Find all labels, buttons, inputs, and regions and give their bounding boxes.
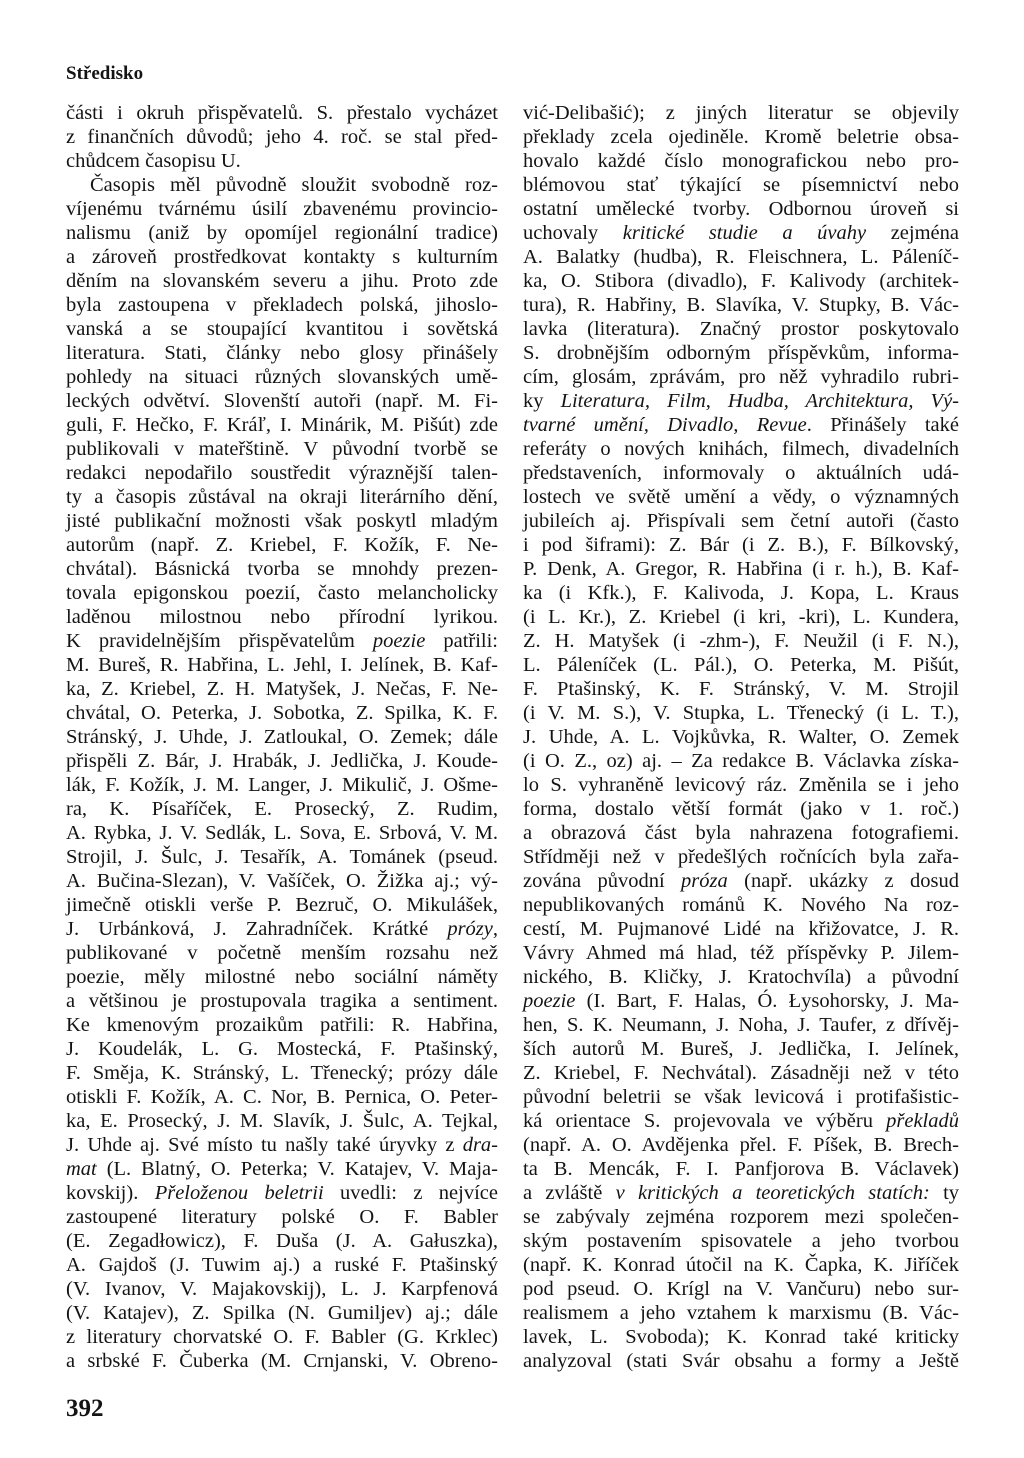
text-run: chůdcem časopisu U. <box>66 150 241 172</box>
text-line <box>523 557 959 581</box>
text-run: (V. Ivanov, V. Majakovskij), L. J. Karpfenová <box>66 1278 498 1300</box>
text-line <box>523 1253 959 1277</box>
text-line <box>523 461 959 485</box>
text-line <box>523 1229 959 1253</box>
text-line <box>523 581 959 605</box>
text-line <box>66 365 498 389</box>
text-line <box>523 605 959 629</box>
text-line <box>523 1325 959 1349</box>
text-run: pohledy na situaci různých slovanských umě- <box>66 366 498 388</box>
text-run: hen, S. K. Neumann, J. Noha, J. Taufer, z dřívěj- <box>523 1014 959 1036</box>
text-run: představeních, informovaly o aktuálních udá- <box>523 462 959 484</box>
text-run: chvátal, O. Peterka, J. Sobotka, Z. Spilka, K. F. <box>66 702 498 724</box>
text-line <box>66 845 498 869</box>
text-run: leckých odvětví. Slovenští autoři (např. M. Fi- <box>66 390 498 412</box>
text-line <box>66 701 498 725</box>
text-run: zastoupené literatury polské O. F. Babler <box>66 1206 498 1228</box>
text-line <box>66 629 498 653</box>
italic-term: v kritických a teoretických statích: <box>615 1182 930 1204</box>
text-line <box>66 461 498 485</box>
text-run: redakci nepodařilo soustředit výraznější talen- <box>66 462 498 484</box>
text-run: ra, K. Písaříček, E. Prosecký, Z. Rudim, <box>66 798 498 820</box>
text-run: A. Rybka, J. V. Sedlák, L. Sova, E. Srbová, V. M. <box>66 822 498 844</box>
text-line <box>66 797 498 821</box>
text-line <box>523 533 959 557</box>
text-run: M. Bureš, R. Habřina, L. Jehl, I. Jelínek, B. Kaf- <box>66 654 498 676</box>
text-line <box>66 1013 498 1037</box>
text-run: S. drobnějším odborným příspěvkům, informa- <box>523 342 959 364</box>
text-line <box>66 245 498 269</box>
text-run: děním na slovanském severu a jihu. Proto zde <box>66 270 498 292</box>
text-line <box>66 869 498 893</box>
text-run: ka (i Kfk.), F. Kalivoda, J. Kopa, L. Kraus <box>523 582 959 604</box>
text-line <box>66 1349 498 1373</box>
italic-term: próza <box>681 870 728 892</box>
text-run: Strojil, J. Šulc, J. Tesařík, A. Tománek (pseud. <box>66 846 498 868</box>
text-run: jubileích aj. Přispívali sem četní autoři (často <box>523 510 959 532</box>
text-run: analyzoval (stati Svár obsahu a formy a Ještě <box>523 1350 959 1372</box>
text-line <box>66 989 498 1013</box>
text-line <box>523 893 959 917</box>
text-line <box>523 341 959 365</box>
text-run: ších autorů M. Bureš, J. Jedlička, I. Jelínek, <box>523 1038 959 1060</box>
text-line <box>66 101 498 125</box>
text-run: literatura. Stati, články nebo glosy přinášely <box>66 342 498 364</box>
text-line <box>523 1133 959 1157</box>
text-column-left <box>66 101 498 1373</box>
text-line <box>523 1061 959 1085</box>
text-line <box>523 485 959 509</box>
text-run: K pravidelnějším přispěvatelům <box>66 630 373 652</box>
text-run: nepublikovaných románů K. Nového Na roz- <box>523 894 959 916</box>
text-line <box>66 221 498 245</box>
text-run: ká orientace S. projevovala ve výběru <box>523 1110 887 1132</box>
text-run: byla zastoupena v překladech polská, jihoslo- <box>66 294 498 316</box>
text-line <box>523 1085 959 1109</box>
text-run: F. Ptašinský, K. F. Stránský, V. M. Strojil <box>523 678 959 700</box>
text-line <box>523 413 959 437</box>
text-run: J. Urbánková, J. Zahradníček. Krátké <box>66 918 448 940</box>
text-run: J. Uhde aj. Své místo tu našly také úryvky z <box>66 1134 463 1156</box>
text-line <box>66 1325 498 1349</box>
text-run: (L. Blatný, O. Peterka; V. Katajev, V. Maja- <box>96 1158 498 1180</box>
italic-term: poezie <box>523 990 576 1012</box>
italic-term: Přeloženou beletrii <box>154 1182 324 1204</box>
text-run: ty <box>929 1182 960 1204</box>
text-run: chvátal). Básnická tvorba se mnohdy prezen- <box>66 558 498 580</box>
text-run: zována původní <box>523 870 682 892</box>
text-run: forma, dostalo větší formát (jako v 1. roč.) <box>523 798 959 820</box>
text-run: tovala epigonskou poezií, často melancholicky <box>66 582 498 604</box>
text-run: F. Směja, K. Stránský, L. Třenecký; prózy dále <box>66 1062 498 1084</box>
text-line <box>523 1109 959 1133</box>
text-run: Vávry Ahmed má hlad, též příspěvky P. Jilem- <box>523 942 959 964</box>
text-run: . Přinášely také <box>806 414 959 436</box>
text-line <box>523 101 959 125</box>
italic-term: poezie <box>372 630 426 652</box>
text-line <box>66 677 498 701</box>
text-line <box>66 1037 498 1061</box>
text-line <box>523 173 959 197</box>
text-run: a zvláště <box>523 1182 616 1204</box>
text-line <box>523 317 959 341</box>
text-run: (např. A. O. Avdějenka přel. F. Píšek, B. Brech- <box>523 1134 959 1156</box>
text-line <box>66 1085 498 1109</box>
text-run: (např. K. Konrad útočil na K. Čapka, K. Jiříček <box>523 1254 959 1276</box>
italic-term: tvarné umění, Divadlo, Revue <box>523 414 807 436</box>
text-run: Z. H. Matyšek (i -zhm-), F. Neužil (i F. N.), <box>523 630 959 652</box>
text-line <box>66 557 498 581</box>
text-line <box>523 1037 959 1061</box>
text-line <box>523 125 959 149</box>
text-line <box>66 653 498 677</box>
text-line <box>523 1181 959 1205</box>
text-line <box>66 1253 498 1277</box>
text-line <box>66 917 498 941</box>
text-run: (i V. M. S.), V. Stupka, L. Třenecký (i L. T.), <box>523 702 959 724</box>
text-line <box>523 725 959 749</box>
text-line <box>66 893 498 917</box>
text-line <box>66 509 498 533</box>
text-run: ostatní umělecké tvorby. Odbornou úroveň si <box>523 198 959 220</box>
text-line <box>66 149 498 173</box>
text-run: vanská a se stoupající kvantitou i sovětská <box>66 318 498 340</box>
text-run: uchovaly <box>523 222 623 244</box>
text-line <box>66 1205 498 1229</box>
text-run: nického, B. Kličky, J. Kratochvíla) a původní <box>523 966 959 988</box>
text-line <box>66 725 498 749</box>
text-line <box>66 1109 498 1133</box>
text-line <box>523 245 959 269</box>
italic-term: mat <box>66 1158 97 1180</box>
text-run: P. Denk, A. Gregor, R. Habřina (i r. h.), B. Kaf- <box>523 558 959 580</box>
text-run: Stránský, J. Uhde, J. Zatloukal, O. Zemek; dále <box>66 726 498 748</box>
text-line <box>523 653 959 677</box>
text-line <box>523 269 959 293</box>
text-line <box>66 821 498 845</box>
text-line <box>523 1349 959 1373</box>
text-run: A. Balatky (hudba), R. Fleischnera, L. Páleníč- <box>523 246 959 268</box>
text-line <box>66 413 498 437</box>
text-line <box>523 677 959 701</box>
text-run: laděnou milostnou nebo přírodní lyrikou. <box>66 606 498 628</box>
text-run: z literatury chorvatské O. F. Babler (G. Krklec) <box>66 1326 498 1348</box>
text-line <box>66 293 498 317</box>
text-line <box>523 1277 959 1301</box>
text-run: L. Páleníček (L. Pál.), O. Peterka, M. Pišút, <box>523 654 959 676</box>
text-run: překlady zcela ojediněle. Kromě beletrie obsa- <box>523 126 959 148</box>
text-run: se zabývaly zejména rozporem mezi společen- <box>523 1206 959 1228</box>
italic-term: kritické studie a úvahy <box>622 222 867 244</box>
text-line <box>66 941 498 965</box>
text-run: publikovali v mateřštině. V původní tvorbě se <box>66 438 498 460</box>
text-line <box>66 533 498 557</box>
text-run: (V. Katajev), Z. Spilka (N. Gumiljev) aj.; dále <box>66 1302 498 1324</box>
text-run: jimečně otiskli verše P. Bezruč, O. Mikulášek, <box>66 894 498 916</box>
text-run: (i L. Kr.), Z. Kriebel (i kri, -kri), L. Kundera, <box>523 606 959 628</box>
text-run: (E. Zegadłowicz), F. Duša (J. A. Gałuszka), <box>66 1230 498 1252</box>
text-line <box>66 1301 498 1325</box>
text-run: přispěli Z. Bár, J. Hrabák, J. Jedlička, J. Koude- <box>66 750 498 772</box>
text-run: Ke kmenovým prozaikům patřili: R. Habřina, <box>66 1014 498 1036</box>
text-line <box>523 1157 959 1181</box>
text-line <box>523 1301 959 1325</box>
text-run: lo S. vyhraněně levicový ráz. Změnila se i jeho <box>523 774 959 796</box>
text-line <box>523 197 959 221</box>
text-run: Časopis měl původně sloužit svobodně roz- <box>90 174 498 196</box>
text-run: víjenému tvárnému úsilí zbavenému provincio- <box>66 198 498 220</box>
text-run: publikované v početně menším rozsahu než <box>66 942 498 964</box>
text-run: a srbské F. Čuberka (M. Crnjanski, V. Obreno- <box>66 1350 498 1372</box>
text-line <box>66 485 498 509</box>
text-run: lák, F. Kožík, J. M. Langer, J. Mikulič, J. Ošme- <box>66 774 498 796</box>
text-run: lostech ve světě umění a vědy, o významných <box>523 486 959 508</box>
text-run: ty a časopis zůstával na okraji literárního dění, <box>66 486 498 508</box>
text-run: (i O. Z., oz) aj. – Za redakce B. Václavka získa- <box>523 750 959 772</box>
text-line <box>66 1277 498 1301</box>
text-run: části i okruh přispěvatelů. S. přestalo vycházet <box>66 102 498 124</box>
text-line <box>523 797 959 821</box>
text-line <box>66 965 498 989</box>
text-line <box>523 221 959 245</box>
text-line <box>523 845 959 869</box>
text-run: z finančních důvodů; jeho 4. roč. se stal před- <box>66 126 498 148</box>
text-line <box>523 389 959 413</box>
text-run: uvedli: z nejvíce <box>323 1182 498 1204</box>
text-run: tura), R. Habřiny, B. Slavíka, V. Stupky, B. Vác- <box>523 294 959 316</box>
italic-term: dra- <box>462 1134 498 1156</box>
text-run: referáty o nových knihách, filmech, divadelních <box>523 438 959 460</box>
text-line <box>66 773 498 797</box>
text-line <box>523 293 959 317</box>
text-line <box>66 581 498 605</box>
text-run: autorům (např. Z. Kriebel, F. Kožík, F. Ne- <box>66 534 498 556</box>
italic-term: překladů <box>886 1110 959 1132</box>
text-run: A. Gajdoš (J. Tuwim aj.) a ruské F. Ptašinský <box>66 1254 498 1276</box>
text-line <box>523 701 959 725</box>
text-line <box>523 1013 959 1037</box>
text-run: Střídměji než v předešlých ročnících byla zařa- <box>523 846 959 868</box>
text-run: původní beletrii se však levicová i protifašistic- <box>523 1086 959 1108</box>
text-run: ským postavením spisovatele a jeho tvorbou <box>523 1230 959 1252</box>
text-run: ka, E. Prosecký, J. M. Slavík, J. Šulc, A. Tejkal, <box>66 1110 498 1132</box>
text-line <box>523 965 959 989</box>
text-run: a většinou je prostupovala tragika a sentiment. <box>66 990 498 1012</box>
text-line <box>523 989 959 1013</box>
text-line <box>66 1181 498 1205</box>
text-run: nalismu (aniž by opomíjel regionální tradice) <box>66 222 498 244</box>
text-run: poezie, měly milostné nebo sociální náměty <box>66 966 498 988</box>
text-line <box>66 605 498 629</box>
text-line <box>66 1133 498 1157</box>
text-run: otiskli F. Kožík, A. C. Nor, B. Pernica, O. Peter- <box>66 1086 498 1108</box>
text-line <box>523 365 959 389</box>
text-run: guli, F. Hečko, F. Kráľ, I. Minárik, M. Pišút) zde <box>66 414 498 436</box>
text-column-right <box>523 101 959 1373</box>
text-line <box>523 149 959 173</box>
text-run: zejména <box>866 222 959 244</box>
text-run: ka, O. Stibora (divadlo), F. Kalivody (architek- <box>523 270 959 292</box>
text-run: (I. Bart, F. Halas, Ó. Łysohorsky, J. Ma- <box>575 990 959 1012</box>
text-line <box>523 1205 959 1229</box>
text-line <box>523 749 959 773</box>
text-line <box>66 269 498 293</box>
text-line <box>523 437 959 461</box>
text-run: a zároveň prostředkovat kontakty s kulturním <box>66 246 498 268</box>
text-line <box>66 1229 498 1253</box>
text-line <box>66 389 498 413</box>
text-run: ka, Z. Kriebel, Z. H. Matyšek, J. Nečas, F. Ne- <box>66 678 498 700</box>
text-line <box>523 869 959 893</box>
text-run: i pod šiframi): Z. Bár (i Z. B.), F. Bílkovský, <box>523 534 959 556</box>
text-line <box>523 917 959 941</box>
text-line <box>523 773 959 797</box>
text-line <box>66 437 498 461</box>
text-run: Z. Kriebel, F. Nechvátal). Zásadněji než v této <box>523 1062 959 1084</box>
page-number: 392 <box>66 1395 104 1422</box>
text-line <box>66 317 498 341</box>
running-header: Středisko <box>66 63 144 84</box>
text-line <box>523 941 959 965</box>
text-run: , <box>492 918 498 940</box>
text-run: lavek, L. Svoboda); K. Konrad také kriticky <box>523 1326 959 1348</box>
text-run: patřili: <box>425 630 498 652</box>
text-run: jisté publikační možnosti však poskytl mladým <box>66 510 498 532</box>
text-run: blémovou stať týkající se písemnictví nebo <box>523 174 959 196</box>
text-run: a obrazová část byla nahrazena fotografiemi. <box>523 822 959 844</box>
text-line <box>66 173 498 197</box>
text-run: lavka (literatura). Značný prostor poskytovalo <box>523 318 959 340</box>
text-run: ky <box>523 390 561 412</box>
text-run: (např. ukázky z dosud <box>727 870 960 892</box>
text-line <box>66 125 498 149</box>
text-run: vić-Delibašić); z jiných literatur se objevily <box>523 102 959 124</box>
text-run: pod pseud. O. Krígl na V. Vančuru) nebo sur- <box>523 1278 959 1300</box>
text-run: J. Uhde, A. L. Vojkůvka, R. Walter, O. Zemek <box>523 726 959 748</box>
text-run: J. Koudelák, L. G. Mostecká, F. Ptašinský, <box>66 1038 498 1060</box>
text-run: ta B. Mencák, F. I. Panfjorova B. Václavek) <box>523 1158 959 1180</box>
text-line <box>523 509 959 533</box>
text-line <box>66 197 498 221</box>
italic-term: prózy <box>447 918 493 940</box>
text-line <box>66 1157 498 1181</box>
text-run: cestí, M. Pujmanové Lidé na křižovatce, J. R. <box>523 918 959 940</box>
text-line <box>523 821 959 845</box>
text-run: realismem a jeho vztahem k marxismu (B. Vác- <box>523 1302 959 1324</box>
italic-term: Literatura, Film, Hudba, Architektura, Vý- <box>560 390 960 412</box>
text-run: A. Bučina-Slezan), V. Vašíček, O. Žižka aj.; vý- <box>66 870 498 892</box>
text-line <box>523 629 959 653</box>
text-run: cím, glosám, zprávám, pro něž vyhradilo rubri- <box>523 366 959 388</box>
text-run: kovskij). <box>66 1182 155 1204</box>
text-line <box>66 749 498 773</box>
text-line <box>66 341 498 365</box>
text-run: hovalo každé číslo monografickou nebo pro- <box>523 150 959 172</box>
text-line <box>66 1061 498 1085</box>
